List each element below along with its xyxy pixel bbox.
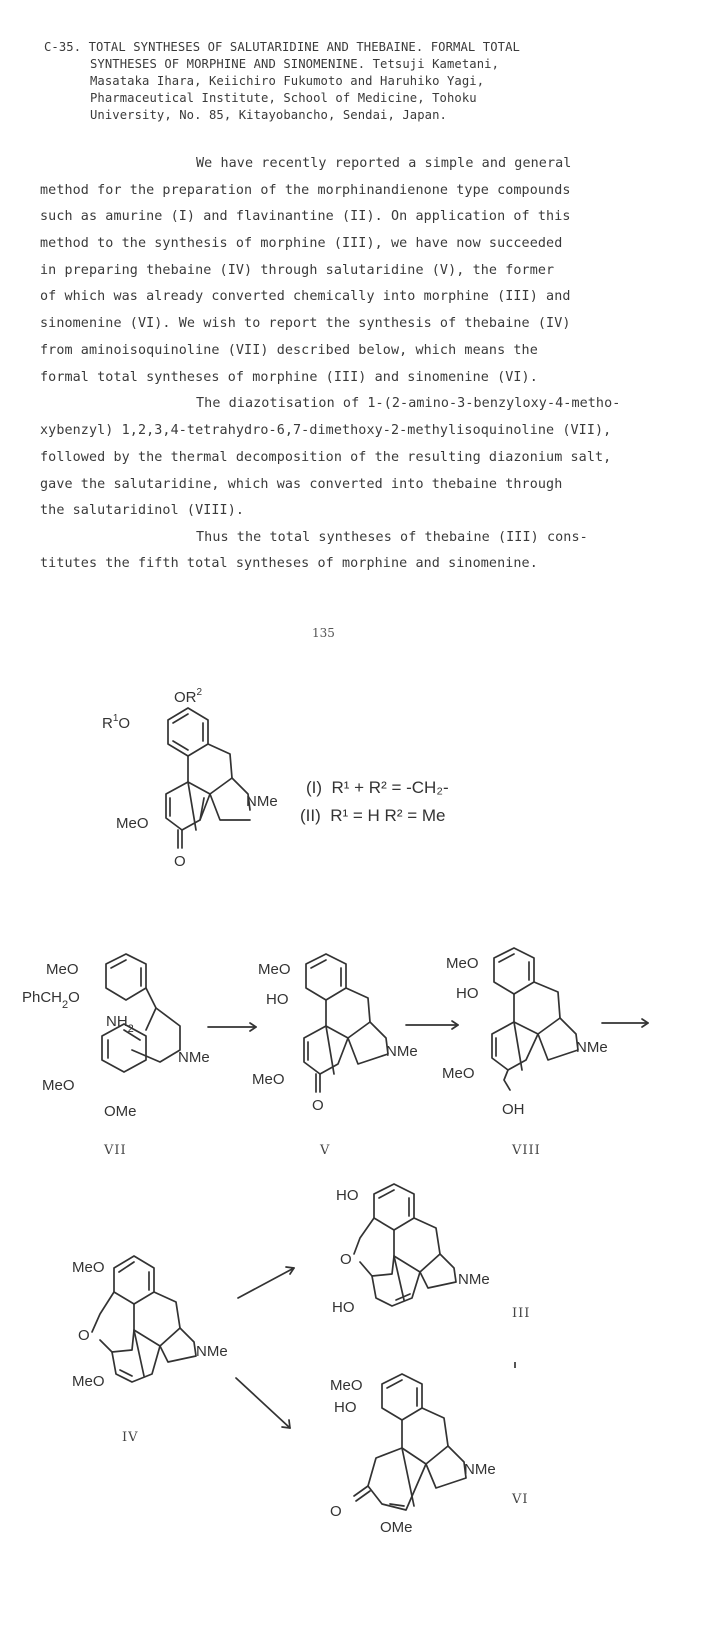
stray-mark: [514, 1362, 516, 1368]
body-line-5: in preparing thebaine (IV) through salutaridine (V), the former: [40, 263, 555, 278]
svg-text:OR2: $OR^2$: [174, 687, 203, 706]
svg-text:MeO: MeO: [116, 815, 149, 832]
title-line-2: SYNTHESES OF MORPHINE AND SINOMENINE. Tetsuji Kametani,: [90, 57, 500, 71]
affiliation-line-1: Pharmaceutical Institute, School of Medicine, Tohoku: [90, 91, 477, 105]
svg-text:MeO: MeO: [42, 1077, 75, 1094]
body-line-13: gave the salutaridine, which was converted into thebaine through: [40, 477, 563, 492]
body-line-2: method for the preparation of the morphinandienone type compounds: [40, 183, 571, 198]
label-VII: VII: [104, 1143, 127, 1158]
body-line-15: Thus the total syntheses of thebaine (III) cons-: [196, 530, 588, 545]
svg-text:HO: HO: [456, 985, 479, 1002]
page-number: 135: [312, 626, 335, 640]
svg-text:MeO: MeO: [442, 1065, 475, 1082]
structure-VI: [326, 1370, 526, 1570]
label-VIII: VIII: [512, 1143, 541, 1158]
svg-text:NH2: $NH_2$: [106, 1013, 134, 1035]
body-line-10: The diazotisation of 1-(2-amino-3-benzyloxy-4-metho-: [196, 396, 621, 411]
body-line-6: of which was already converted chemically into morphine (III) and: [40, 289, 571, 304]
label-IV: IV: [122, 1430, 139, 1445]
svg-text:MeO: MeO: [330, 1377, 363, 1394]
structure-VII: [20, 950, 220, 1130]
svg-text:O: O: [340, 1251, 352, 1268]
svg-text:NMe: NMe: [576, 1039, 608, 1056]
svg-text:MeO: MeO: [72, 1259, 105, 1276]
svg-text:NMe: NMe: [246, 793, 278, 810]
svg-text:HO: HO: [332, 1299, 355, 1316]
body-line-11: xybenzyl) 1,2,3,4-tetrahydro-6,7-dimethoxy-2-methylisoquinoline (VII),: [40, 423, 612, 438]
svg-text:O: O: [330, 1503, 342, 1520]
body-line-9: formal total syntheses of morphine (III) and sinomenine (VI).: [40, 370, 538, 385]
body-line-7: sinomenine (VI). We wish to report the synthesis of thebaine (IV): [40, 316, 571, 331]
svg-text:R1O: $R^1O$: [102, 713, 131, 732]
body-line-8: from aminoisoquinoline (VII) described below, which means the: [40, 343, 538, 358]
svg-text:O: O: [174, 853, 186, 870]
title-line-1: C-35. TOTAL SYNTHESES OF SALUTARIDINE AND THEBAINE. FORMAL TOTAL: [44, 40, 520, 54]
structure-I-II: [100, 670, 300, 890]
svg-text:NMe: NMe: [178, 1049, 210, 1066]
equation-I: (I) R¹ + R² = -CH₂-: [306, 778, 449, 797]
structure-V: [250, 950, 430, 1140]
authors-line: Masataka Ihara, Keiichiro Fukumoto and Haruhiko Yagi,: [90, 74, 485, 88]
arrow-IV-to-VI: [234, 1374, 296, 1434]
svg-text:NMe: NMe: [196, 1343, 228, 1360]
body-line-4: method to the synthesis of morphine (III), we have now succeeded: [40, 236, 563, 251]
arrow-IV-to-III: [236, 1262, 300, 1302]
equation-II: (II) R¹ = H R² = Me: [300, 806, 446, 825]
svg-text:HO: HO: [334, 1399, 357, 1416]
svg-text:NMe: NMe: [386, 1043, 418, 1060]
structure-VIII: [438, 944, 628, 1134]
label-III: III: [512, 1306, 531, 1321]
affiliation-line-2: University, No. 85, Kitayobancho, Sendai, Japan.: [90, 108, 447, 122]
svg-text:PhCH2O: PhCH$_2$O: [22, 989, 80, 1011]
svg-text:MeO: MeO: [46, 961, 79, 978]
svg-text:O: O: [78, 1327, 90, 1344]
svg-text:OMe: OMe: [104, 1103, 137, 1120]
svg-text:MeO: MeO: [446, 955, 479, 972]
arrow-VIII-to-IV: [600, 1016, 654, 1030]
body-line-12: followed by the thermal decomposition of the resulting diazonium salt,: [40, 450, 612, 465]
label-V: V: [320, 1143, 331, 1158]
svg-text:HO: HO: [266, 991, 289, 1008]
body-line-1: We have recently reported a simple and general: [196, 156, 572, 171]
body-line-3: such as amurine (I) and flavinantine (II). On application of this: [40, 209, 571, 224]
svg-text:MeO: MeO: [252, 1071, 285, 1088]
svg-text:HO: HO: [336, 1187, 359, 1204]
structure-III: [330, 1180, 510, 1350]
label-VI: VI: [512, 1492, 529, 1507]
svg-text:OH: OH: [502, 1101, 525, 1118]
svg-text:O: O: [312, 1097, 324, 1114]
svg-text:NMe: NMe: [458, 1271, 490, 1288]
svg-text:MeO: MeO: [258, 961, 291, 978]
svg-text:NMe: NMe: [464, 1461, 496, 1478]
svg-text:OMe: OMe: [380, 1519, 413, 1536]
body-line-16: titutes the fifth total syntheses of morphine and sinomenine.: [40, 556, 538, 571]
body-line-14: the salutaridinol (VIII).: [40, 503, 245, 518]
svg-text:MeO: MeO: [72, 1373, 105, 1390]
